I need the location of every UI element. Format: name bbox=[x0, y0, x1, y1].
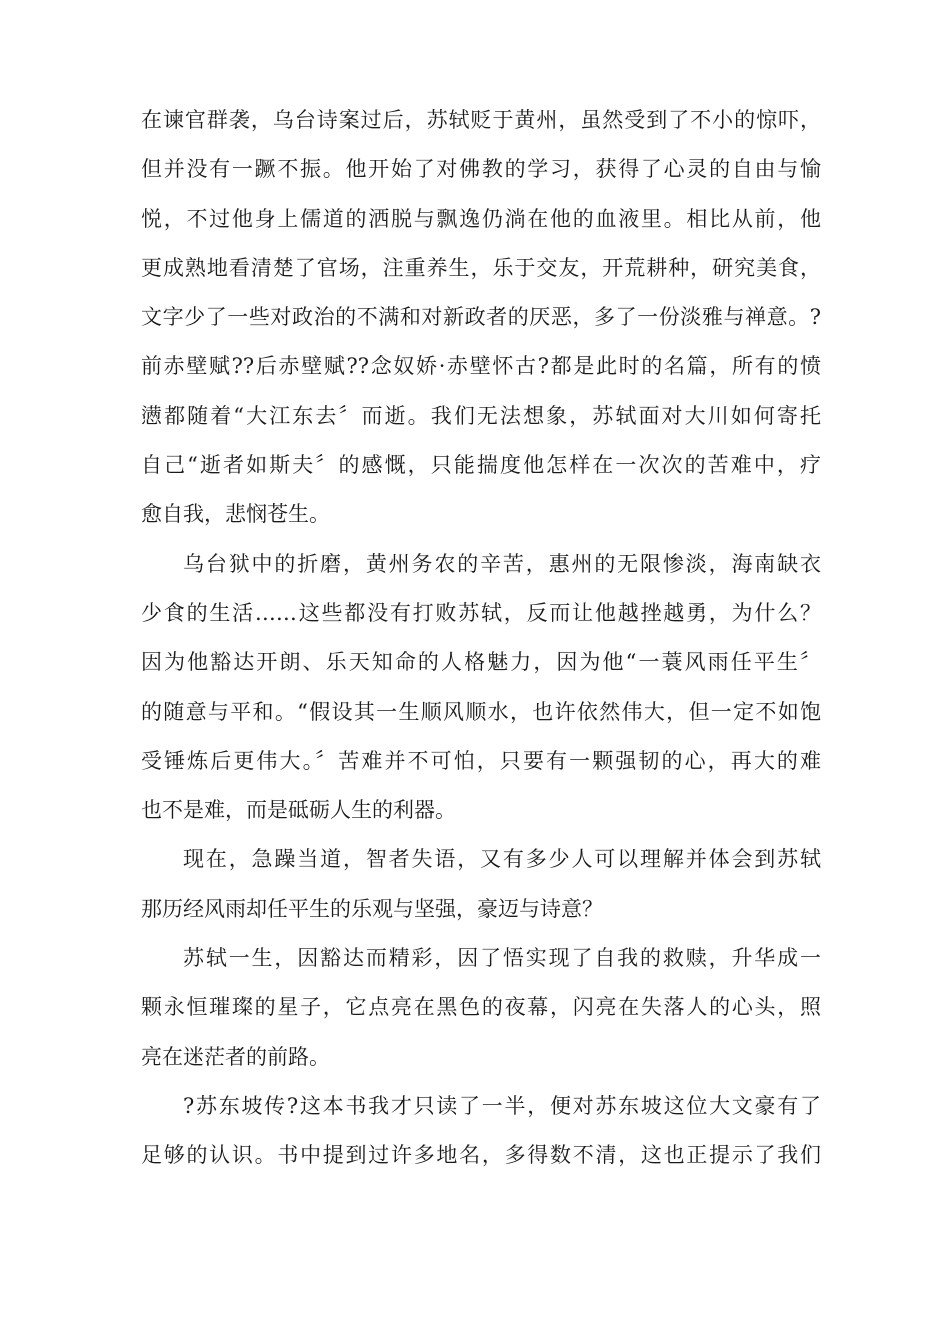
text-line: 但并没有一蹶不振。他开始了对佛教的学习，获得了心灵的自由与愉 bbox=[141, 157, 821, 182]
text-line: 颗永恒璀璨的星子，它点亮在黑色的夜幕，闪亮在失落人的心头，照 bbox=[141, 995, 821, 1020]
text-line: 在谏官群袭，乌台诗案过后，苏轼贬于黄州，虽然受到了不小的惊吓， bbox=[141, 108, 821, 132]
text-line: 那历经风雨却任平生的乐观与坚强，豪迈与诗意？ bbox=[141, 896, 603, 921]
text-line: 自己“逝者如斯夫〞的感慨，只能揣度他怎样在一次次的苦难中，疗 bbox=[141, 453, 821, 478]
text-line: 少食的生活……这些都没有打败苏轼，反而让他越挫越勇，为什么？ bbox=[141, 600, 821, 625]
text-line: 亮在迷茫者的前路。 bbox=[141, 1044, 330, 1069]
text-line: 受锤炼后更伟大。〞苦难并不可怕，只要有一颗强韧的心，再大的难 bbox=[141, 748, 821, 773]
body-text bbox=[141, 102, 821, 1187]
text-line: 悦，不过他身上儒道的洒脱与飘逸仍淌在他的血液里。相比从前，他 bbox=[141, 206, 821, 231]
paragraph-first-line: ?苏东坡传?这本书我才只读了一半，便对苏东坡这位大文豪有了 bbox=[183, 1093, 821, 1118]
text-line: 因为他豁达开朗、乐天知命的人格魅力，因为他“一蓑风雨任平生〞 bbox=[141, 650, 821, 675]
text-line: 也不是难，而是砥砺人生的利器。 bbox=[141, 798, 456, 823]
text-line: 文字少了一些对政治的不满和对新政者的厌恶，多了一份淡雅与禅意。? bbox=[141, 305, 821, 330]
text-line: 前赤壁赋??后赤壁赋??念奴娇·赤壁怀古?都是此时的名篇，所有的愤 bbox=[141, 354, 821, 379]
text-line: 更成熟地看清楚了官场，注重养生，乐于交友，开荒耕种，研究美食， bbox=[141, 255, 821, 280]
paragraph-first-line: 乌台狱中的折磨，黄州务农的辛苦，惠州的无限惨淡，海南缺衣 bbox=[183, 551, 821, 576]
paragraph-first-line: 现在，急躁当道，智者失语，又有多少人可以理解并体会到苏轼 bbox=[183, 847, 821, 872]
paragraph-first-line: 苏轼一生，因豁达而精彩，因了悟实现了自我的救赎，升华成一 bbox=[183, 946, 821, 971]
text-line: 懑都随着“大江东去〞而逝。我们无法想象，苏轼面对大川如何寄托 bbox=[141, 403, 821, 428]
text-line: 愈自我，悲悯苍生。 bbox=[141, 502, 330, 527]
text-line: 足够的认识。书中提到过许多地名，多得数不清，这也正提示了我们 bbox=[141, 1143, 821, 1168]
text-line: 的随意与平和。“假设其一生顺风顺水，也许依然伟大，但一定不如饱 bbox=[141, 699, 821, 724]
